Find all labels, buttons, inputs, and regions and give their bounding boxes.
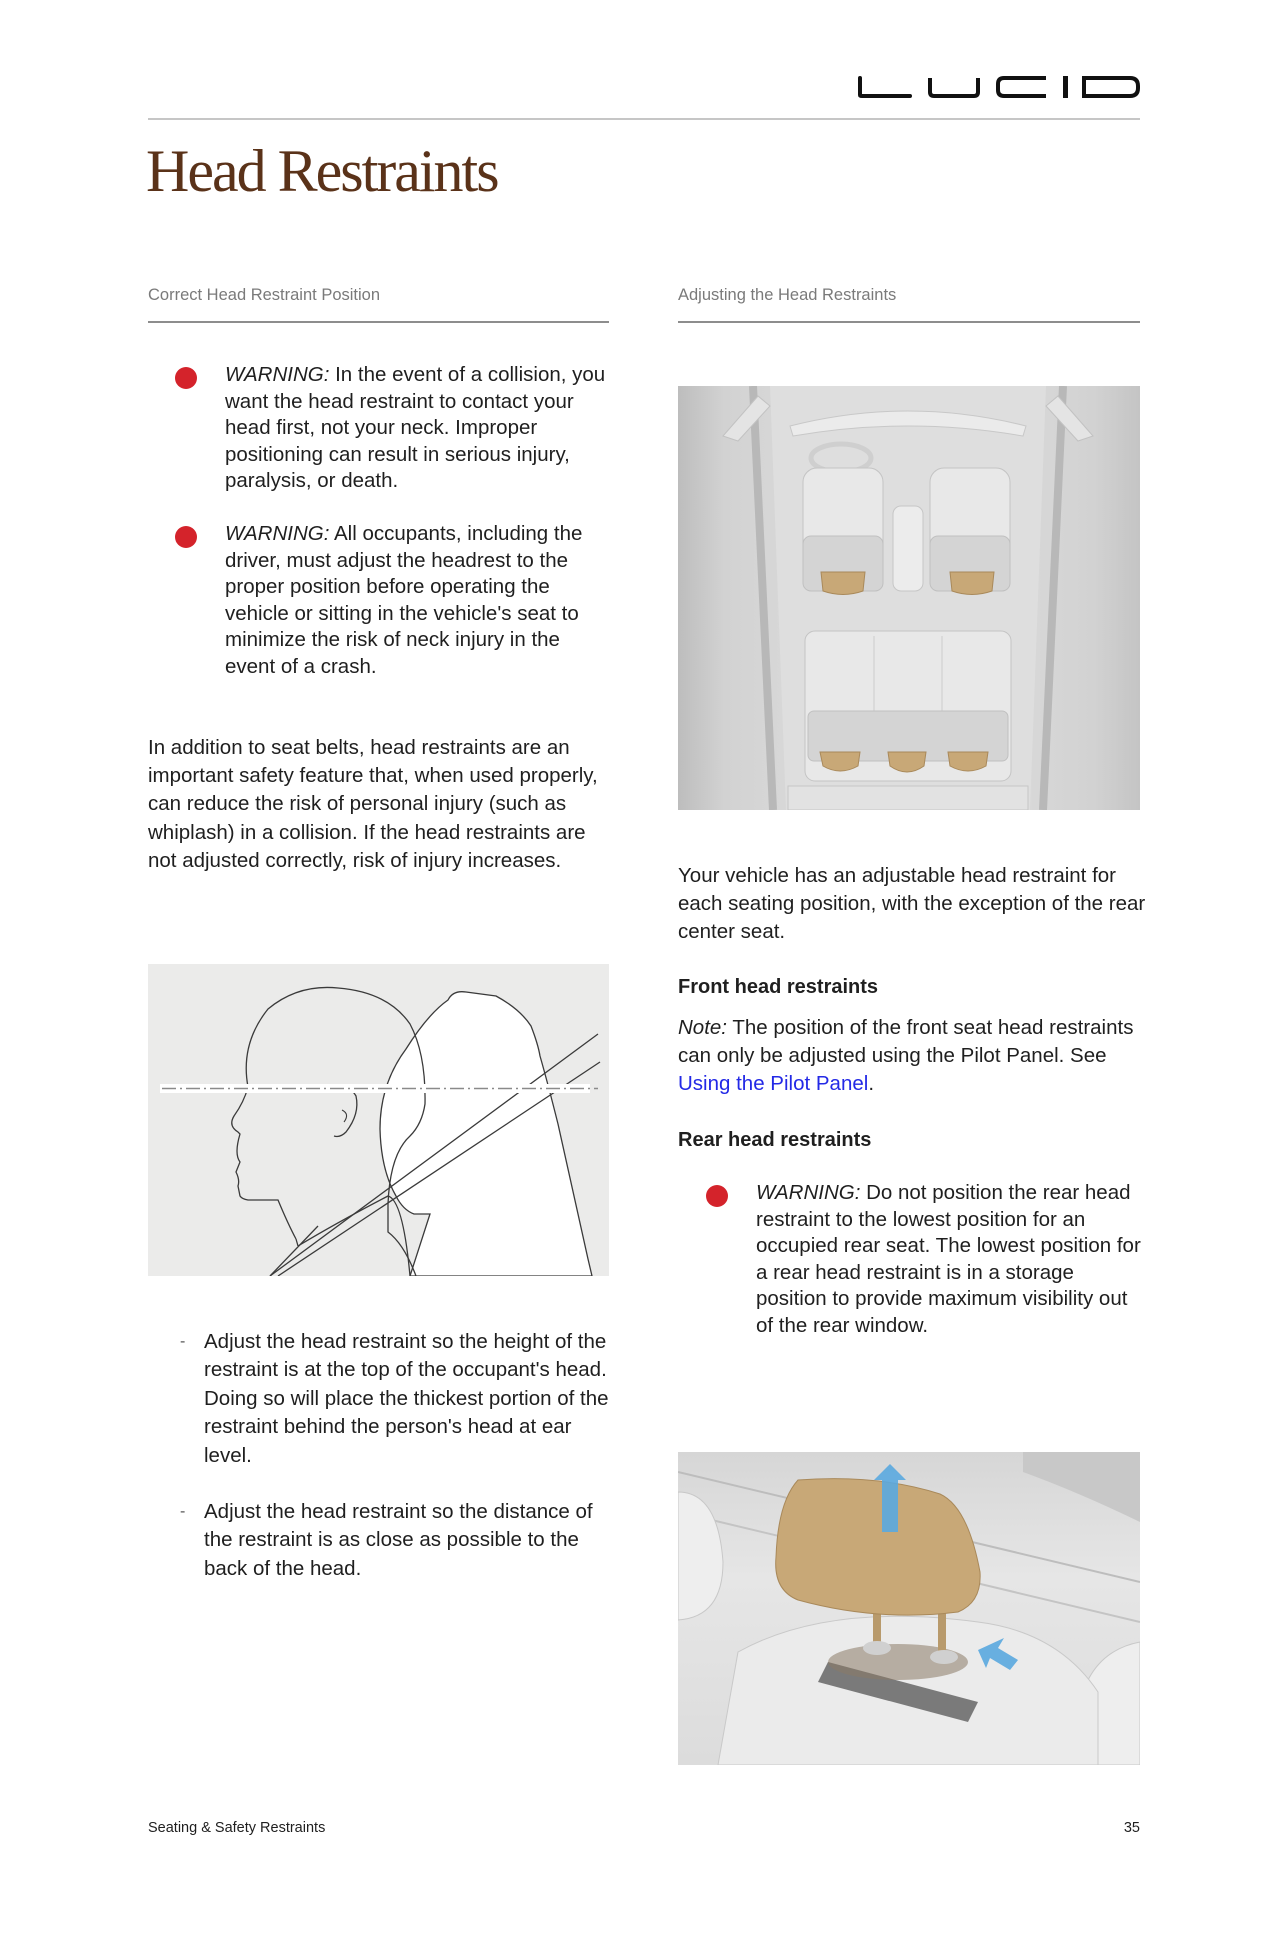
warning-dot-icon: [706, 1185, 728, 1207]
warning-text: WARNING: Do not position the rear head restraint to the lowest position for an occupied rear seat. The lowest position for a rear head restraint is in a storage position to provide maximum visibility out of the rear window.: [756, 1181, 1141, 1337]
bullet-dash: -: [180, 1333, 186, 1350]
bullet-item: [180, 1498, 620, 1583]
head-position-diagram: [148, 964, 609, 1276]
header-divider: [148, 118, 1140, 120]
page-number: 35: [1123, 1820, 1140, 1836]
section-divider-right: [678, 321, 1140, 323]
warning-collision: [175, 362, 615, 495]
bullet-item: [180, 1328, 620, 1470]
front-head-restraints-heading: Front head restraints: [678, 976, 879, 998]
front-right-headrest: [950, 572, 994, 595]
bullet-text: Adjust the head restraint so the distance of the restraint is as close as possible to the back of the head.: [204, 1500, 593, 1580]
rear-headrest-image: [678, 1452, 1140, 1765]
warning-rear-lowest-position: [706, 1180, 1146, 1340]
head-profile-illustration: [148, 964, 609, 1276]
section-divider-left: [148, 321, 609, 323]
cabin-illustration: [678, 386, 1140, 810]
front-note: Note: The position of the front seat head restraints can only be adjusted using the Pilot Panel. See Using the Pilot Panel.: [678, 1016, 1134, 1096]
bullet-text: Adjust the head restraint so the height of the restraint is at the top of the occupant's head. Doing so will place the thickest portion of the restraint behind the person's head at ear level.: [204, 1330, 609, 1467]
speaker-grille: [1023, 1452, 1140, 1522]
lucid-logo: [858, 76, 1140, 98]
footer-section-name: Seating & Safety Restraints: [148, 1820, 326, 1836]
rear-right-headrest: [948, 752, 988, 771]
rear-headrest: [776, 1479, 980, 1616]
rear-head-restraints-heading: Rear head restraints: [678, 1129, 872, 1151]
warning-text: WARNING: All occupants, including the driver, must adjust the headrest to the proper position before operating the vehicle or sitting in the vehicle's seat to minimize the risk of neck injury in the event of a crash.: [225, 522, 583, 678]
warning-dot-icon: [175, 367, 197, 389]
section-heading-correct-position: Correct Head Restraint Position: [148, 286, 381, 304]
warning-dot-icon: [175, 526, 197, 548]
front-left-headrest: [821, 572, 865, 595]
rear-headrest-illustration: [678, 1452, 1140, 1765]
bullet-dash: -: [180, 1503, 186, 1520]
warning-text: WARNING: In the event of a collision, you want the head restraint to contact your head first, not your neck. Improper positioning can result in serious injury, paralysis, or death.: [225, 363, 606, 493]
right-intro-paragraph: Your vehicle has an adjustable head restraint for each seating position, with the exception of the rear center seat.: [678, 864, 1146, 944]
section-heading-adjusting: Adjusting the Head Restraints: [678, 286, 897, 304]
cabin-top-view-image: [678, 386, 1140, 810]
warning-all-occupants: [175, 521, 615, 681]
intro-paragraph: In addition to seat belts, head restraints are an important safety feature that, when used properly, can reduce the risk of personal injury (such as whiplash) in a collision. If the head restraints are not adjusted correctly, risk of injury increases.: [148, 736, 598, 872]
pilot-panel-link[interactable]: Using the Pilot Panel: [678, 1072, 869, 1096]
rear-left-headrest: [820, 752, 860, 771]
page-title: Head Restraints: [146, 138, 498, 204]
